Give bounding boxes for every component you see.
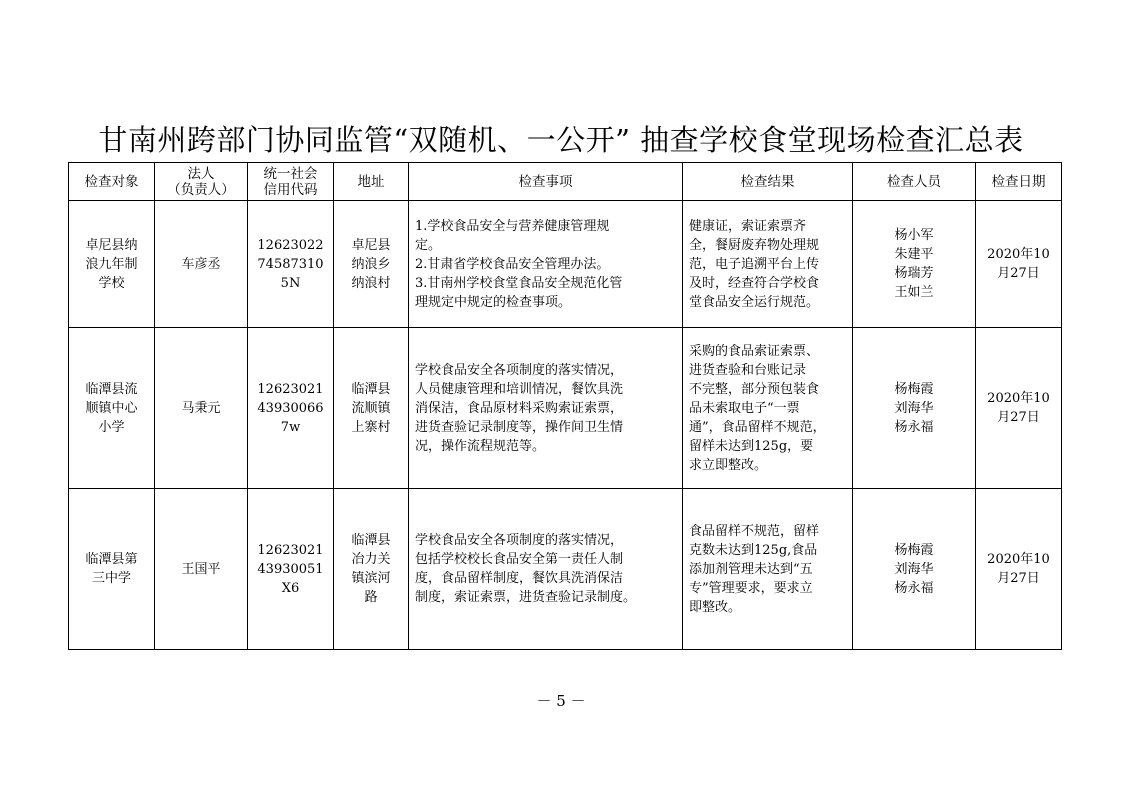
header-row: [69, 163, 1062, 201]
cell-persons: 杨梅霞 刘海华 杨永福: [853, 489, 976, 650]
cell-credit-code: 12623021 43930051 X6: [248, 489, 334, 650]
header-address: 地址: [334, 163, 409, 201]
header-target: 检查对象: [69, 163, 155, 201]
header-result: 检查结果: [683, 163, 853, 201]
page-number: － 5 －: [536, 692, 586, 710]
cell-legal: 车彦丞: [155, 201, 248, 328]
cell-target: 临潭县第 三中学: [69, 489, 155, 650]
header-credit-code: 统一社会 信用代码: [248, 163, 334, 201]
cell-legal: 马秉元: [155, 328, 248, 489]
table-row: [69, 201, 1062, 328]
cell-result: 食品留样不规范，留样 克数未达到125g,食品 添加剂管理未达到“五 专”管理要求，要求立 即整改。: [683, 489, 853, 650]
header-legal: 法人 （负责人）: [155, 163, 248, 201]
cell-items: 学校食品安全各项制度的落实情况， 人员健康管理和培训情况，餐饮具洗 消保洁，食品原材料采购索证索票， 进货查验记录制度等，操作间卫生情 况，操作流程规范等。: [409, 328, 683, 489]
cell-address: 临潭县 冶力关 镇滨河 路: [334, 489, 409, 650]
cell-legal: 王国平: [155, 489, 248, 650]
header-date: 检查日期: [976, 163, 1062, 201]
document-title: 甘南州跨部门协同监管“双随机、一公开” 抽查学校食堂现场检查汇总表: [98, 123, 1024, 157]
table-row: [69, 328, 1062, 489]
cell-date: 2020年10 月27日: [976, 328, 1062, 489]
header-persons: 检查人员: [853, 163, 976, 201]
table-row: [69, 489, 1062, 650]
cell-persons: 杨梅霞 刘海华 杨永福: [853, 328, 976, 489]
cell-items: 学校食品安全各项制度的落实情况， 包括学校校长食品安全第一责任人制 度，食品留样制度，餐饮具洗消保洁 制度，索证索票，进货查验记录制度。: [409, 489, 683, 650]
cell-persons: 杨小军 朱建平 杨瑞芳 王如兰: [853, 201, 976, 328]
header-items: 检查事项: [409, 163, 683, 201]
cell-items: 1.学校食品安全与营养健康管理规 定。 2.甘肃省学校食品安全管理办法。 3.甘南州学校食堂食品安全规范化管 理规定中规定的检查事项。: [409, 201, 683, 328]
cell-date: 2020年10 月27日: [976, 489, 1062, 650]
cell-target: 卓尼县纳 浪九年制 学校: [69, 201, 155, 328]
cell-date: 2020年10 月27日: [976, 201, 1062, 328]
cell-credit-code: 12623022 74587310 5N: [248, 201, 334, 328]
cell-target: 临潭县流 顺镇中心 小学: [69, 328, 155, 489]
inspection-summary-table: [68, 162, 1062, 650]
cell-result: 健康证，索证索票齐 全，餐厨废弃物处理规 范，电子追溯平台上传 及时，经查符合学校食 堂食品安全运行规范。: [683, 201, 853, 328]
cell-address: 临潭县 流顺镇 上寨村: [334, 328, 409, 489]
cell-address: 卓尼县 纳浪乡 纳浪村: [334, 201, 409, 328]
cell-result: 采购的食品索证索票、 进货查验和台账记录 不完整，部分预包装食 品未索取电子“一票 通”，食品留样不规范， 留样未达到125g，要 求立即整改。: [683, 328, 853, 489]
cell-credit-code: 12623021 43930066 7w: [248, 328, 334, 489]
